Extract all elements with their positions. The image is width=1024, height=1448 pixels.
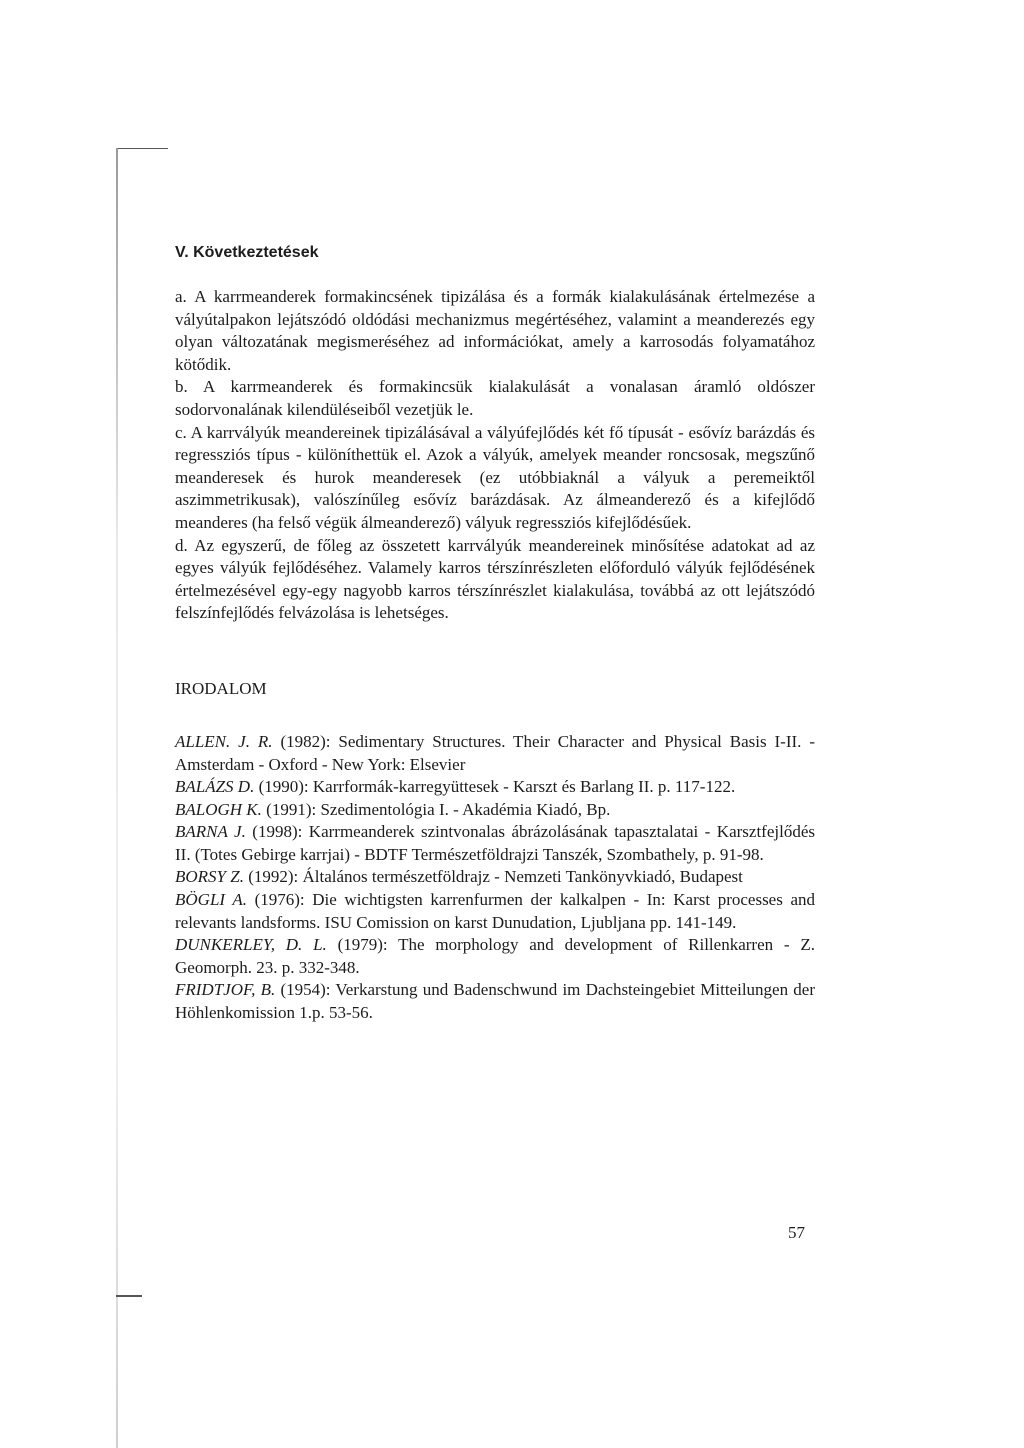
- reference-text: (1992): Általános természetföldrajz - Nemzeti Tankönyvkiadó, Budapest: [243, 867, 743, 887]
- scan-edge-mark-top: [116, 148, 168, 149]
- conclusion-paragraph: b. A karrmeanderek és formakincsük kialakulását a vonalasan áramló oldószer sodorvonalának kilendüléseiből vezetjük le.: [175, 377, 815, 419]
- conclusion-paragraph: a. A karrmeanderek formakincsének tipizálása és a formák kialakulásának értelmezése a vályútalpakon lejátszódó oldódási mechanizmus megértéséhez, valamint a meanderezés egy olyan változatának megismeréséhez ad információkat, amely a karrosodás folyamatához kötődik.: [175, 287, 815, 374]
- reference-text: (1954): Verkarstung und Badenschwund im Dachsteingebiet Mitteilungen der Höhlenkomission 1.p. 53-56.: [175, 980, 815, 1023]
- reference-item: [175, 731, 815, 776]
- reference-item: [175, 821, 815, 866]
- reference-author: BORSY Z.: [175, 867, 244, 887]
- conclusions: [175, 286, 815, 625]
- reference-item: [175, 776, 815, 799]
- reference-list: [175, 731, 815, 1025]
- reference-item: [175, 866, 815, 889]
- conclusion-paragraph: d. Az egyszerű, de főleg az összetett karrvályúk meandereinek minősítése adatokat ad az egyes vályúk fejlődéséhez. Valamely karros térszínrészleten előforduló vályúk fejlődésének értelmezésével egy-egy nagyobb karros térszínrészlet kialakulása, továbbá az ott lejátszódó felszínfejlődés felvázolása is lehetséges.: [175, 535, 815, 623]
- reference-author: BÖGLI A.: [175, 890, 247, 910]
- reference-author: BARNA J.: [175, 822, 246, 842]
- reference-author: DUNKERLEY, D. L.: [175, 935, 327, 955]
- reference-text: (1982): Sedimentary Structures. Their Character and Physical Basis I-II. - Amsterdam - Oxford - New York: Elsevier: [175, 731, 815, 774]
- reference-item: [175, 799, 815, 822]
- page-content: [175, 244, 815, 1025]
- conclusion-paragraph: c. A karrvályúk meandereinek tipizálásával a vályúfejlődés két fő típusát - esővíz barázdás és regressziós típus - különíthettük el. Azok a vályúk, amelyek meander roncsosak, megszűnő meanderesek és hurok meanderesek (ez utóbbiaknál a vályuk a peremeiktől aszimmetrikusak), valószínűleg esővíz barázdásak. Az álmeanderező és a kifejlődő meanderes (ha felső végük álmeanderező) vályuk regressziós kifejlődésűek.: [175, 422, 815, 532]
- references-title: IRODALOM: [175, 678, 267, 698]
- reference-item: [175, 979, 815, 1024]
- reference-text: (1990): Karrformák-karregyüttesek - Karszt és Barlang II. p. 117-122.: [254, 777, 736, 797]
- reference-author: ALLEN. J. R.: [175, 731, 273, 751]
- reference-author: BALOGH K.: [175, 799, 262, 819]
- reference-item: [175, 934, 815, 979]
- reference-text: (1976): Die wichtigsten karrenfurmen der kalkalpen - In: Karst processes and relevants landsforms. ISU Comission on karst Dunudation, Ljubljana pp. 141-149.: [175, 890, 815, 932]
- scan-edge-shadow: [116, 148, 118, 1448]
- section-title: V. Következtetések: [175, 244, 319, 261]
- reference-author: BALÁZS D.: [175, 777, 255, 797]
- page-number: 57: [788, 1223, 805, 1242]
- reference-item: [175, 889, 815, 934]
- reference-author: FRIDTJOF, B.: [175, 980, 276, 1000]
- scan-edge-mark-bottom: [116, 1295, 142, 1297]
- reference-text: (1991): Szedimentológia I. - Akadémia Kiadó, Bp.: [261, 799, 611, 819]
- reference-text: (1998): Karrmeanderek szintvonalas ábrázolásának tapasztalatai - Karsztfejlődés II. (Totes Gebirge karrjai) - BDTF Természetföldrajzi Tanszék, Szombathely, p. 91-98.: [175, 822, 815, 864]
- reference-text: (1979): The morphology and development of Rillenkarren - Z. Geomorph. 23. p. 332-348.: [175, 935, 815, 977]
